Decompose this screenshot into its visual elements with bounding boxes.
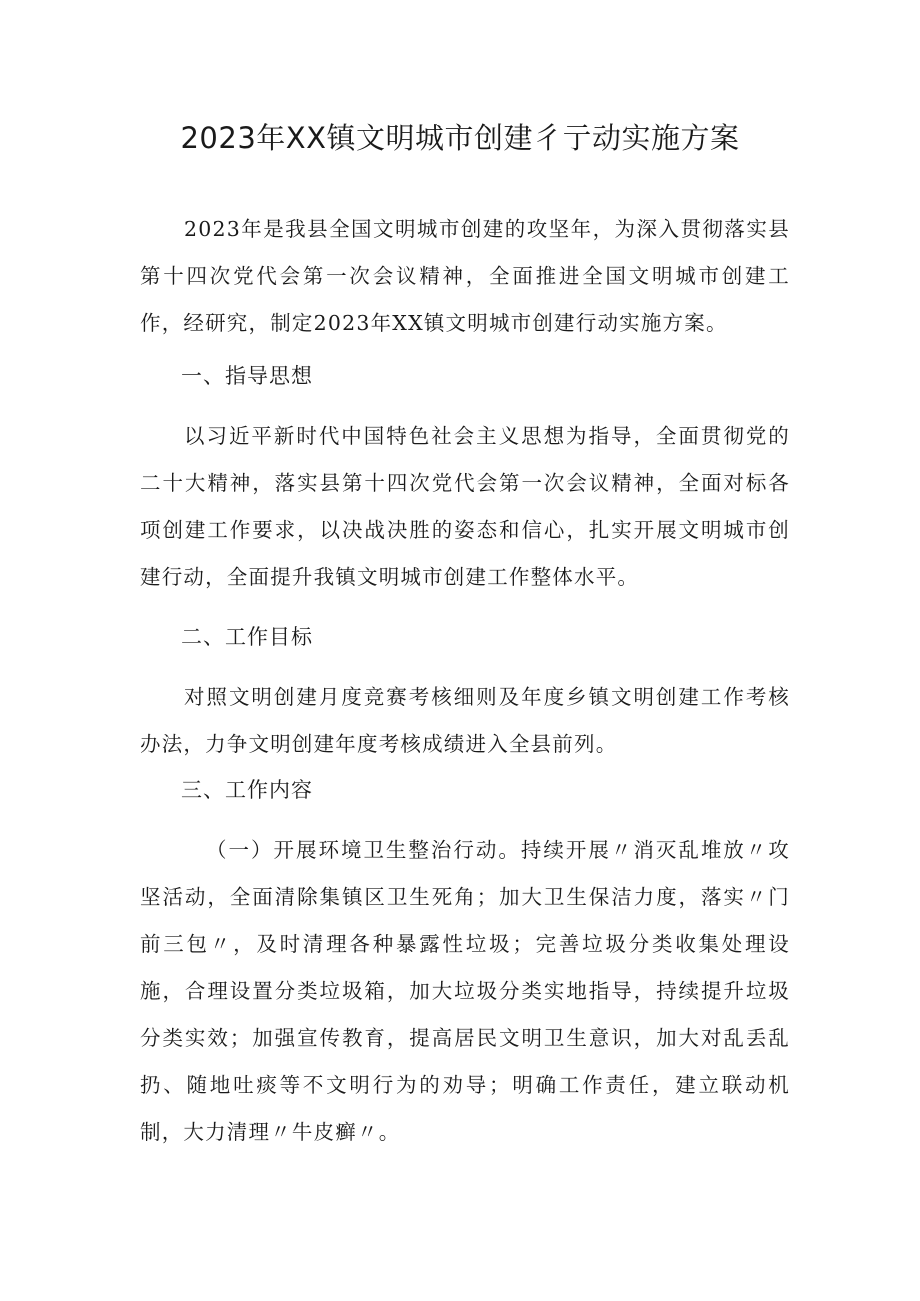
section-body-work-content: （一）开展环境卫生整治行动。持续开展〃消灭乱堆放〃攻坚活动，全面清除集镇区卫生死角；加大卫生保洁力度，落实〃门前三包〃，及时清理各种暴露性垃圾；完善垃圾分类收集处理设施，合理设置分类垃圾箱，加大垃圾分类实地指导，持续提升垃圾分类实效；加强宣传教育，提高居民文明卫生意识，加大对乱丢乱扔、随地吐痰等不文明行为的劝导；明确工作责任，建立联动机制，大力清理〃牛皮癣〃。: [140, 838, 790, 1144]
intro-paragraph: 2023年是我县全国文明城市创建的攻坚年，为深入贯彻落实县第十四次党代会第一次会议精神，全面推进全国文明城市创建工作，经研究，制定2023年XX镇文明城市创建行动实施方案。: [140, 217, 790, 335]
section-body-work-goals: 对照文明创建月度竞赛考核细则及年度乡镇文明创建工作考核办法，力争文明创建年度考核成绩进入全县前列。: [140, 685, 790, 756]
section-heading-work-content: 三、工作内容: [181, 778, 313, 802]
section-body-guiding-ideology: 以习近平新时代中国特色社会主义思想为指导，全面贯彻党的二十大精神，落实县第十四次党代会第一次会议精神，全面对标各项创建工作要求，以决战决胜的姿态和信心，扎实开展文明城市创建行动，全面提升我镇文明城市创建工作整体水平。: [140, 424, 790, 589]
document-title: 2023年XX镇文明城市创建彳亍动实施方案: [180, 121, 740, 155]
section-heading-work-goals: 二、工作目标: [181, 625, 313, 649]
section-heading-guiding-ideology: 一、指导思想: [181, 364, 313, 388]
